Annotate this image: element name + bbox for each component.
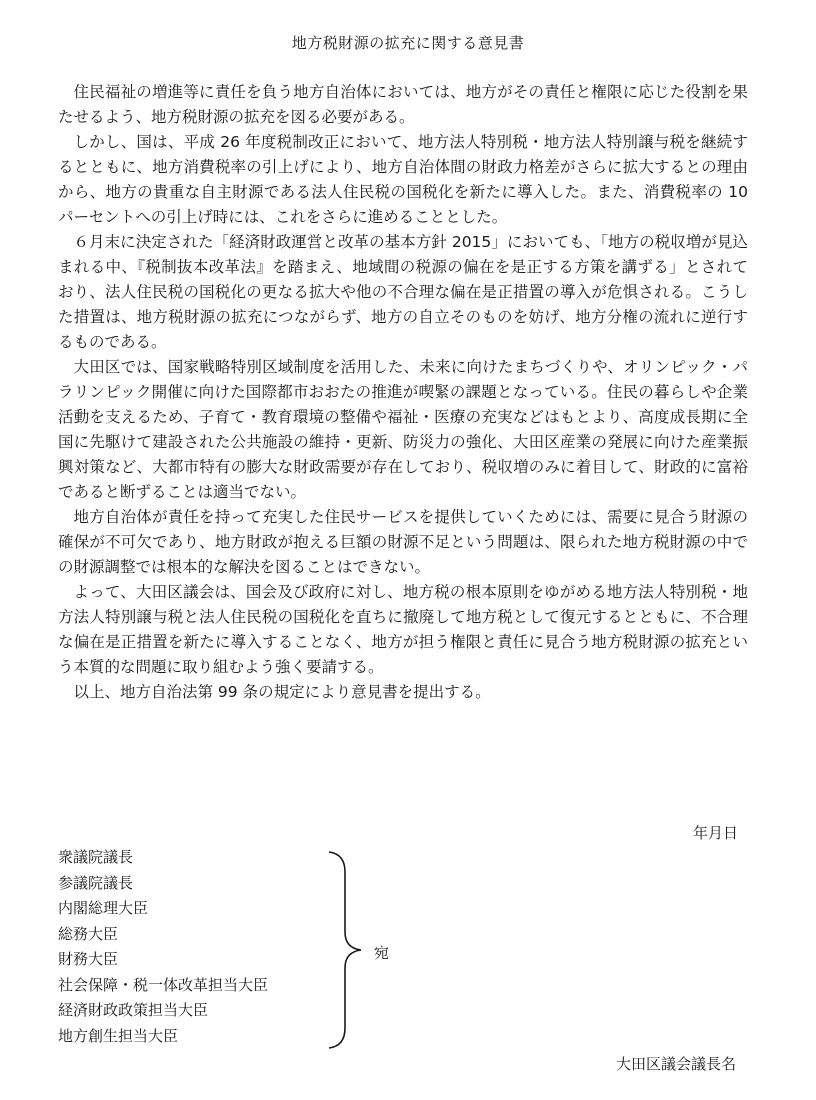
paragraph-5: 地方自治体が責任を持って充実した住民サービスを提供していくためには、需要に見合う財源の確保が不可欠であり、地方財政が抱える巨額の財源不足という問題は、限られた地方税財源の中での財源調整では根本的な解決を図ることはできない。	[58, 508, 748, 576]
curly-brace-icon	[325, 850, 365, 1050]
document-body	[58, 80, 748, 705]
recipient-item: 参議院議長	[58, 873, 134, 892]
recipient-item: 総務大臣	[58, 924, 119, 943]
paragraph-1: 住民福祉の増進等に責任を負う地方自治体においては、地方がその責任と権限に応じた役割を果たせるよう、地方税財源の拡充を図る必要がある。	[58, 83, 748, 126]
recipient-item: 内閣総理大臣	[58, 899, 149, 917]
addressee-mark: 宛	[374, 944, 390, 962]
recipient-item: 衆議院議長	[58, 848, 134, 866]
signer-name: 大田区議会議長名	[615, 1055, 736, 1073]
paragraph-4: 大田区では、国家戦略特別区域制度を活用した、未来に向けたまちづくりや、オリンピック・パラリンピック開催に向けた国際都市おおたの推進が喫緊の課題となっている。住民の暮らしや企業活動を支えるため、子育て・教育環境の整備や福祉・医療の充実などはもとより、高度成長期に全国に先駆けて建設された公共施設の維持・更新、防災力の強化、大田区産業の発展に向けた産業振興対策など、大都市特有の膨大な財政需要が存在しており、税収増のみに着目して、財政的に富裕であると断ずることは適当でない。	[58, 358, 748, 501]
recipient-item: 経済財政政策担当大臣	[58, 1001, 209, 1019]
document-date: 年月日	[692, 824, 738, 842]
paragraph-6: よって、大田区議会は、国会及び政府に対し、地方税の根本原則をゆがめる地方法人特別税・地方法人特別譲与税と法人住民税の国税化を直ちに撤廃して地方税として復元するとともに、不合理な偏在是正措置を新たに導入することなく、地方が担う権限と責任に見合う地方税財源の拡充という本質的な問題に取り組むよう強く要請する。	[58, 583, 748, 676]
paragraph-3: ６月末に決定された「経済財政運営と改革の基本方針 2015」においても、「地方の税収増が見込まれる中、『税制抜本改革法』を踏まえ、地域間の税源の偏在を是正する方策を講ずる」とされており、法人住民税の国税化の更なる拡大や他の不合理な偏在是正措置の導入が危惧される。こうした措置は、地方税財源の拡充につながらず、地方の自立そのものを妨げ、地方分権の流れに逆行するものである。	[58, 233, 748, 351]
recipient-item: 財務大臣	[58, 950, 119, 968]
paragraph-7: 以上、地方自治法第 99 条の規定により意見書を提出する。	[73, 683, 491, 701]
recipient-item: 社会保障・税一体改革担当大臣	[58, 975, 269, 994]
paragraph-2: しかし、国は、平成 26 年度税制改正において、地方法人特別税・地方法人特別譲与税を継続するとともに、地方消費税率の引上げにより、地方自治体間の財政力格差がさらに拡大するとの理由から、地方の貴重な自主財源である法人住民税の国税化を新たに導入した。また、消費税率の 10 パーセントへの引上げ時には、これをさらに進めることとした。	[58, 133, 748, 226]
document-title: 地方税財源の拡充に関する意見書	[291, 34, 525, 52]
recipient-item: 地方創生担当大臣	[58, 1026, 179, 1045]
recipient-list	[58, 845, 268, 1049]
